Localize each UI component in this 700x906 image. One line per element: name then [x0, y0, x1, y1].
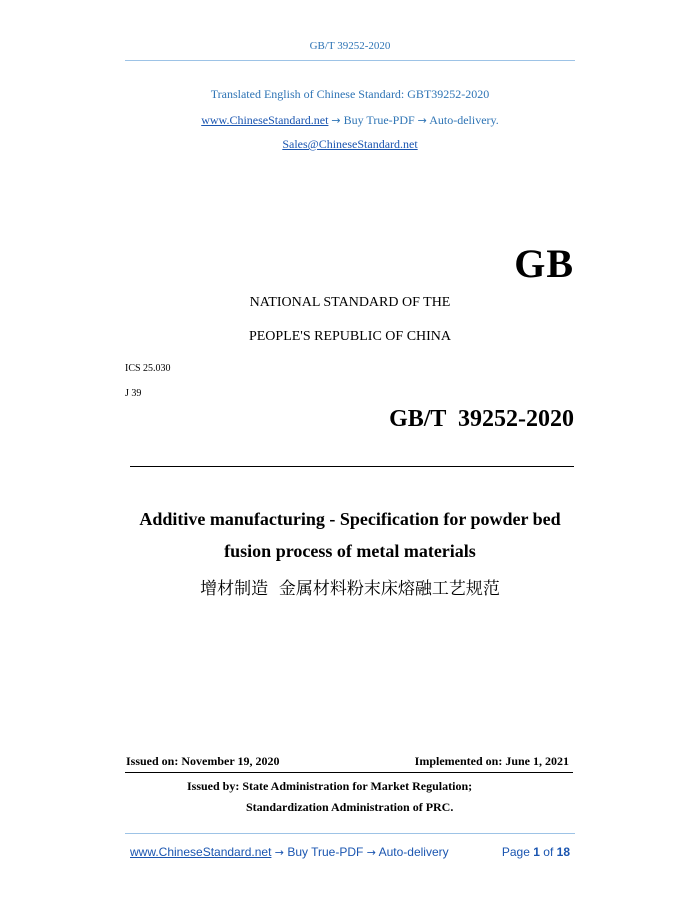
- footer-purchase-line: [130, 845, 449, 859]
- arrow-right-icon: →: [274, 846, 284, 859]
- ics-code: ICS 25.030: [125, 363, 171, 374]
- arrow-right-icon: →: [331, 114, 341, 127]
- page-total: 18: [556, 845, 570, 859]
- dates-rule: [125, 772, 573, 773]
- ccs-code: J 39: [125, 388, 142, 399]
- implemented-on-date: Implemented on: June 1, 2021: [414, 754, 569, 768]
- title-english-line2: fusion process of metal materials: [224, 541, 476, 561]
- footer-buy-true-pdf-text: Buy True-PDF: [287, 845, 364, 859]
- page-indicator: [502, 845, 570, 859]
- sales-email-link[interactable]: Sales@ChineseStandard.net: [282, 137, 418, 151]
- auto-delivery-text: Auto-delivery.: [429, 113, 499, 127]
- purchase-line: [0, 113, 700, 128]
- footer-site-link[interactable]: www.ChineseStandard.net: [130, 845, 272, 859]
- footer-divider: [125, 833, 575, 834]
- arrow-right-icon: →: [366, 846, 376, 859]
- header-doc-code: GB/T 39252-2020: [309, 40, 391, 52]
- issued-on-date: Issued on: November 19, 2020: [126, 754, 280, 768]
- national-standard-line1: NATIONAL STANDARD OF THE: [249, 295, 451, 310]
- site-link[interactable]: www.ChineseStandard.net: [201, 113, 329, 127]
- email-line: [0, 137, 700, 152]
- national-standard-line2: PEOPLE'S REPUBLIC OF CHINA: [248, 329, 452, 344]
- page-current: 1: [533, 845, 540, 859]
- page-of-label: of: [543, 845, 554, 859]
- footer-auto-delivery-text: Auto-delivery: [378, 845, 449, 859]
- header-divider: [125, 60, 575, 61]
- translation-notice: Translated English of Chinese Standard: GBT39252-2020: [210, 87, 490, 101]
- standard-number-rule: [130, 466, 574, 467]
- title-english-line1: Additive manufacturing - Specification for powder bed: [139, 509, 561, 529]
- standard-number: GB/T 39252-2020: [389, 406, 574, 432]
- arrow-right-icon: →: [417, 114, 427, 127]
- issued-by-line1: Issued by: State Administration for Market Regulation;: [187, 779, 473, 793]
- page-label: Page: [501, 845, 530, 859]
- gb-mark: GB: [514, 241, 574, 286]
- buy-true-pdf-text: Buy True-PDF: [343, 113, 415, 127]
- title-chinese: 增材制造 金属材料粉末床熔融工艺规范: [200, 579, 500, 599]
- issued-by-line2: Standardization Administration of PRC.: [246, 800, 454, 814]
